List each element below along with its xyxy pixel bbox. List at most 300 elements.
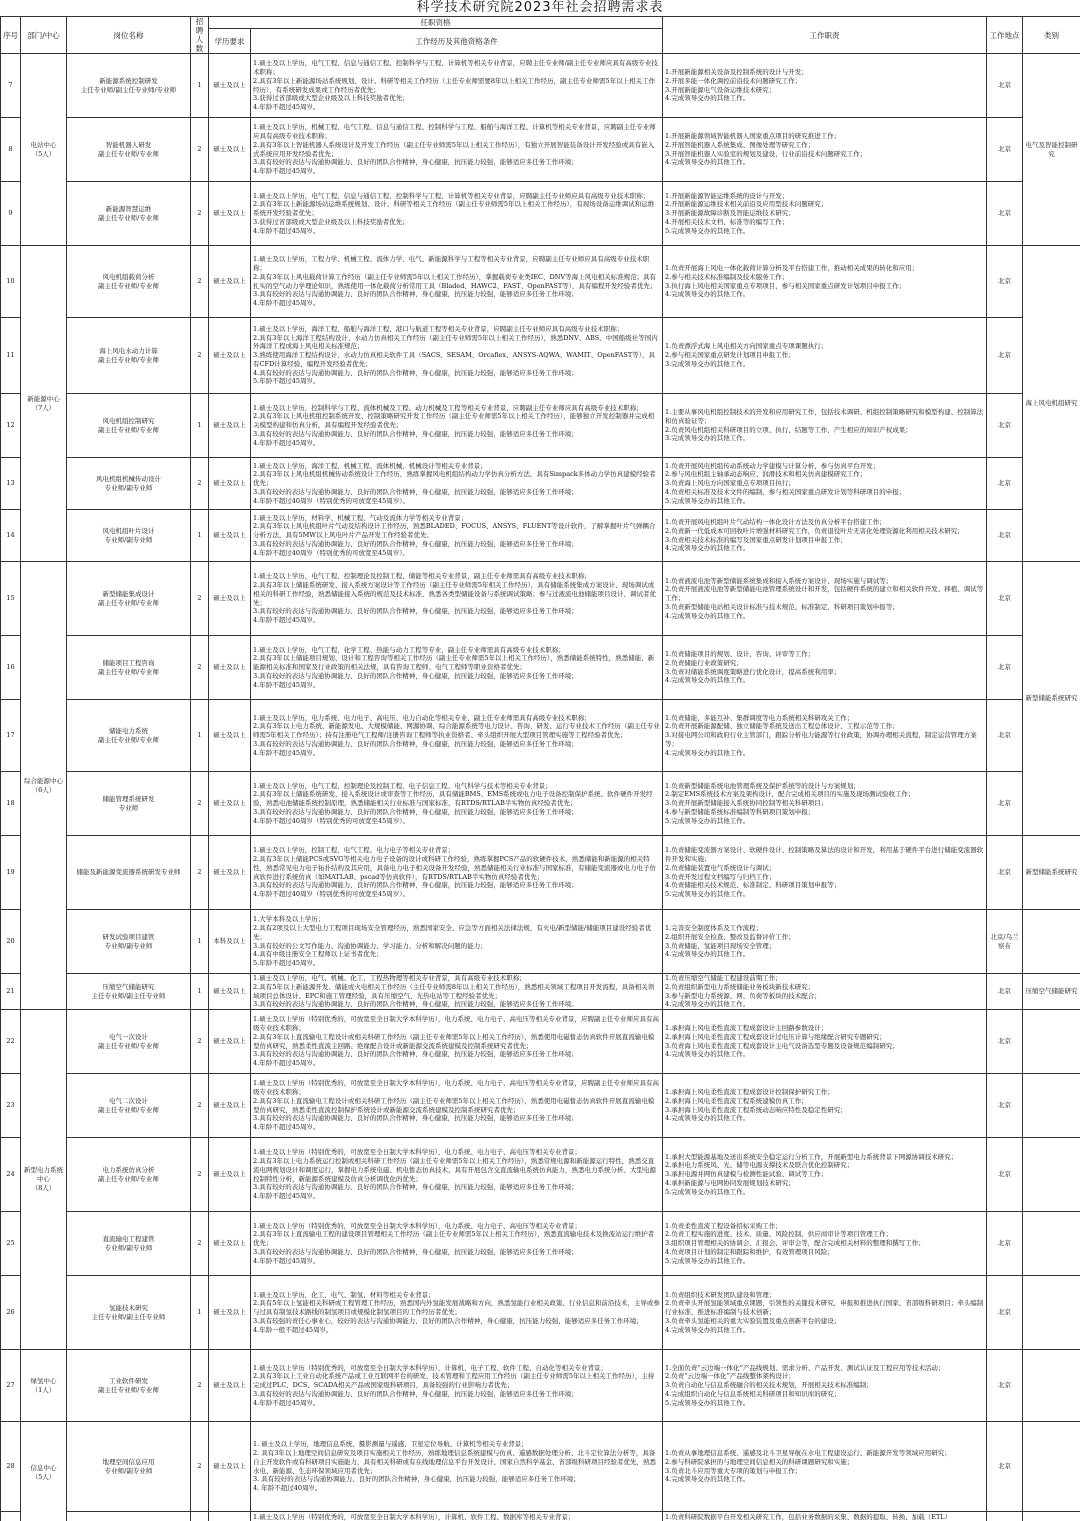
row-seq xyxy=(1,1512,21,1521)
category-cell: 压缩空气储能研究 xyxy=(1023,974,1080,1010)
job-duties xyxy=(663,458,987,510)
education-requirement: 硕士及以上 xyxy=(209,1350,251,1422)
education-requirement: 硕士及以上 xyxy=(209,458,251,510)
table-row xyxy=(1,1512,1080,1521)
duty-line: 2.负责开展液流电池等新型储能电池管理系统设计和开发，包括硬件系统的建立和相关软件开发、移植、调试等工作； xyxy=(665,585,984,603)
duty-line: 1.负责压缩空气储能工程建设前期工作； xyxy=(665,974,782,982)
work-location: 北京/乌兰察布 xyxy=(987,910,1023,974)
education-requirement: 硕士及以上 xyxy=(209,562,251,636)
work-location: 北京 xyxy=(987,1422,1023,1512)
experience-requirements xyxy=(251,54,663,118)
hire-count: 1 xyxy=(191,54,209,118)
requirement-line: 2.具有3年以上电力系统、新能源发电、大规模储能、网源协调、综合能源系统等电力设计、咨询、研发、运行专业技术工作经历（副主任专业师需5年相关工作经历）；持有注册电气工程师/注册咨询工程师等执业资格者、牵头组织开展大型项目管理实施等工程经验者优先； xyxy=(253,722,660,740)
requirement-line: 4.年龄不超过45周岁。 xyxy=(253,616,320,625)
dept-cell: 综合能源中心 （6人） xyxy=(21,562,67,1010)
requirement-line: 1.硕士及以上学历，工程力学、机械工程、流体力学、电气、新能源科学与工程等相关专业背景，应聘副主任专业师应具有高级专业技术职称； xyxy=(253,255,650,272)
dept-cell: 绿氢中心 （1人） xyxy=(21,1350,67,1422)
table-row xyxy=(1,1212,1080,1276)
requirement-line: 3.具有较好的表达与沟通协调能力、良好的团队合作精神，身心健康，抗压能力较强，能够适应多任务工作环境； xyxy=(253,1050,578,1059)
hire-count: 2 xyxy=(191,318,209,394)
work-location: 北京 xyxy=(987,394,1023,458)
category-cell xyxy=(1023,910,1080,974)
position-name: 储能及新能源变流器系统研发专业师 xyxy=(67,836,191,910)
duty-line: 3.负责牵头氢能相关的重大实验装置及重点创新平台的建设； xyxy=(665,1317,841,1326)
requirement-line: 3.具有较好的表达与沟通协调能力、良好的团队合作精神，身心健康，抗压能力较强，能够适应多任务工作环境； xyxy=(253,671,578,680)
hire-count: 2 xyxy=(191,1074,209,1138)
work-location: 北京 xyxy=(987,1010,1023,1074)
position-name: 压缩空气储能研究 主任专业师/副主任专业师 xyxy=(67,974,191,1010)
duty-line: 3.负责自动化与信息系统融合的相关技术规划，开展相关技术标准编制； xyxy=(665,1381,873,1390)
position-name: 氢能技术研究 主任专业师/副主任专业师 xyxy=(67,1276,191,1350)
category-cell: 新型储能系统研究 xyxy=(1023,562,1080,836)
hire-count: 1 xyxy=(191,1276,209,1350)
hire-count: 1 xyxy=(191,700,209,772)
duty-line: 4.负责储能相关技术规范、标准制定、科研项目策划申报等； xyxy=(665,881,841,890)
requirement-line: 1.硕士及以上学历（特别优秀的，可放宽至全日制大学本科学历），电力系统、电力电子、高电压等相关专业背景； xyxy=(253,1148,581,1157)
row-seq: 15 xyxy=(1,562,21,636)
table-row xyxy=(1,636,1080,700)
requirement-line: 2.具有3年以上直流输电工程设计或相关科研工作经历（副主任专业师需5年以上相关工作经历），熟悉使用电磁暂态仿真软件开展直流输电模型仿真研究，熟悉柔性直流控制保护系统设计或新能源交流系统建模及控制系统研究者优先； xyxy=(253,1096,655,1114)
requirement-line: 4.年龄不超过45周岁。 xyxy=(253,438,320,447)
category-cell xyxy=(1023,1422,1080,1512)
duty-line: 3.负责海上风电柔性直流工程成套设计主电气设备选型专题及设备规范编制研究； xyxy=(665,1041,899,1050)
duty-line: 2.负责储能装置电气系统设计与调试； xyxy=(665,863,776,872)
job-duties xyxy=(663,318,987,394)
category-cell xyxy=(1023,1074,1080,1138)
header-position: 岗位名称 xyxy=(67,17,191,54)
duty-line: 1.负责开展风电机组叶片气动结构一体化设计方法及仿真分析平台搭建工作； xyxy=(665,517,886,526)
position-name: 新能源系统控制研发 主任专业师/副主任专业师/专业师 xyxy=(67,54,191,118)
duty-line: 5.完成领导交办的其他工作。 xyxy=(665,816,750,825)
job-duties xyxy=(663,1138,987,1212)
position-name: 地理空间信息应用 专业师/副专业师 xyxy=(67,1422,191,1512)
experience-requirements xyxy=(251,636,663,700)
experience-requirements xyxy=(251,1010,663,1074)
hire-count: 1 xyxy=(191,974,209,1010)
duty-line: 3.负责储能、氢能项目现场安全管理； xyxy=(665,941,776,950)
duty-line: 1.负责开展风电机组传动系统动力学建模与计算分析，参与仿真平台开发； xyxy=(665,461,880,470)
experience-requirements xyxy=(251,182,663,246)
duty-line: 3.负责开展新型储能接入系统协同控制等相关科研项目； xyxy=(665,799,828,808)
duty-line: 2.承担海上风电柔性直流工程系统建模仿真工作； xyxy=(665,1096,808,1105)
job-duties xyxy=(663,182,987,246)
duty-line: 3.执行海上风电相关国家重点专项项目，参与相关国家重点研发计划项目申报工作； xyxy=(665,281,906,290)
category-cell: 海上风电机组研究 xyxy=(1023,246,1080,562)
requirement-line: 1. 硕士及以上学历，地理信息系统、摄影测量与遥感、卫星定位导航、计算机等相关专业背景； xyxy=(253,1440,528,1449)
work-location: 北京 xyxy=(987,1138,1023,1212)
requirement-line: 2.具有3年以上风电载荷计算工作经历（副主任专业师需5年以上相关工作经历），掌握载荷专业类IEC、DNV等海上风电相关标准规范；具有扎实的空气动力学理论知识，熟练使用一体化载荷分析常用工具（Bladed、HAWC2、FAST、OpenFAST等），具有编程开发经验者优先； xyxy=(253,272,657,290)
duty-line: 2.承担海上风电柔性直流工程成套设计过电压计算与绝缘配合研究专题研究； xyxy=(665,1032,886,1041)
position-name xyxy=(67,1512,191,1521)
hire-count: 2 xyxy=(191,1212,209,1276)
requirement-line: 4.年龄不超过40周岁（特别优秀的可放宽至45周岁）。 xyxy=(253,548,409,557)
table-row xyxy=(1,1350,1080,1422)
work-location: 北京 xyxy=(987,636,1023,700)
duty-line: 2.开展新能源运维技术相关前沿及应用型技术问题研究； xyxy=(665,200,828,209)
requirement-line: 4. 年龄不超过40周岁。 xyxy=(253,1484,322,1493)
requirement-line: 3.具有较强的责任心事业心，较好的表达与沟通协调能力、良好的团队合作精神，身心健康，抗压能力较强，能够适应多任务工作环境； xyxy=(253,1317,643,1326)
dept-cell: 电站中心 （5人） xyxy=(21,54,67,246)
duty-line: 1.负责储能变流器方案设计、软硬件设计、控制策略及算法的设计和开发，利用基于硬件平台进行储能变流器软件开发和实施； xyxy=(665,846,984,863)
hire-count: 2 xyxy=(191,182,209,246)
duty-line: 2.负责牵头开展氢能领域重点课题，引领性的关键技术研究，申报和推进执行国家、省部级科研项目；牵头编制行业标准，推进标准编制与技术创新； xyxy=(665,1299,984,1317)
duty-line: 3.负责新型储能电站相关设计标准与技术规范、标准制定、科研项目策划申报等； xyxy=(665,602,899,611)
education-requirement: 硕士及以上 xyxy=(209,54,251,118)
category-cell xyxy=(1023,1212,1080,1276)
table-row xyxy=(1,974,1080,1010)
hire-count: 2 xyxy=(191,1422,209,1512)
experience-requirements xyxy=(251,246,663,318)
duty-line: 1.承担大型能源基地及送出系统安全稳定运行分析工作，开展新型电力系统背景下网源协调技术研究； xyxy=(665,1152,958,1161)
duty-line: 3.完成领导交办的其他工作。 xyxy=(665,434,750,443)
job-duties xyxy=(663,910,987,974)
requirement-line: 2.具有3年以上风电机组叶片气动及结构设计工作经历，熟悉BLADED、FOCUS、ANSYS、FLUENT等设计软件，了解掌握叶片气弹耦合分析方法，具有5MW以上风电叶片产品开发工作经验者优先； xyxy=(253,522,656,540)
work-location: 北京 xyxy=(987,318,1023,394)
header-location: 工作地点 xyxy=(987,17,1023,54)
duty-line: 2.开展智能机器人系统集成、图像处理等研究工作； xyxy=(665,140,815,149)
table-row xyxy=(1,510,1080,562)
duty-line: 4.完成领导交办的其他工作。 xyxy=(665,676,750,685)
dept-cell: 新能源中心 （7人） xyxy=(21,246,67,562)
education-requirement: 硕士及以上 xyxy=(209,636,251,700)
position-name: 风电机组机械传动设计 专业师/副专业师 xyxy=(67,458,191,510)
position-name: 风电机组控制研究 副主任专业师/专业师 xyxy=(67,394,191,458)
education-requirement: 硕士及以上 xyxy=(209,182,251,246)
duty-line: 5.完成领导交办的其他工作。 xyxy=(665,496,750,505)
duty-line: 2.负责工程实施的进度、技术、质量、风险控制、供应商审计等项目管理工作； xyxy=(665,1230,893,1239)
header-experience: 工作经历及其他资格条件 xyxy=(251,29,663,54)
hire-count: 2 xyxy=(191,1010,209,1074)
duty-line: 2.参与相关国家重点研发计划项目申报工作； xyxy=(665,351,795,360)
position-name: 电力系统仿真分析 副主任专业师/专业师 xyxy=(67,1138,191,1212)
work-location xyxy=(987,1512,1023,1521)
duty-line: 4.完成领导交办的其他工作。 xyxy=(665,544,750,553)
work-location: 北京 xyxy=(987,562,1023,636)
requirement-line: 4.年龄不超过45周岁。 xyxy=(253,1123,320,1132)
requirement-line: 1.硕士及以上学历，电气工程、信息与通信工程、控制科学与工程、计算机等相关专业背景，应聘主任专业师/副主任专业师应具有高级专业技术职称； xyxy=(253,59,658,76)
work-location: 北京 xyxy=(987,1350,1023,1422)
requirement-line: 3.具有较好的表达与沟通协调能力、良好的团队合作精神，身心健康，抗压能力较强，能够适应多任务工作环境； xyxy=(253,429,578,438)
position-name: 风电机组载荷分析 副主任专业师/专业师 xyxy=(67,246,191,318)
position-name: 直流输电工程建管 专业师/副专业师 xyxy=(67,1212,191,1276)
requirement-line: 1.硕士及以上学历，控制科学与工程、流体机械及工程、动力机械及工程等相关专业背景，应聘副主任专业师应具有高级专业技术职称； xyxy=(253,403,643,412)
requirement-line: 2.具有3年以上智能机器人系统设计及开发工作经历（副主任专业师需5年以上相关工作经历），有独立开展智能装备设计开发经验或具有嵌入式系统应用开发经验者优先； xyxy=(253,140,655,158)
requirement-line: 2.具有3年以上工业自动化系统产品或工业互联网平台的研发、技术管理和工程应用工作经历（副主任专业师需5年以上相关工作经历），主持完成过PLC、DCS、SCADA相关产品或国家级科研项目，具备较强的行业影响力者优先； xyxy=(253,1372,655,1390)
duty-line: 2.参与相关技术标准编制及技术服务工作； xyxy=(665,272,789,281)
duty-line: 1.负责储能、多能互补、集群调度等电力系统相关科研攻关工作； xyxy=(665,713,854,722)
requirement-line: 4.年龄不超过45周岁。 xyxy=(253,299,320,308)
position-name: 风电机组叶片设计 专业师/副专业师 xyxy=(67,510,191,562)
row-seq: 24 xyxy=(1,1138,21,1212)
requirement-line: 1.硕士及以上学历，机械工程、电气工程、信息与通信工程、控制科学与工程、船舶与海洋工程、计算机等相关专业背景，应聘副主任专业师应具有高级专业技术职称； xyxy=(253,123,656,140)
experience-requirements xyxy=(251,836,663,910)
header-education: 学历要求 xyxy=(209,29,251,54)
education-requirement: 硕士及以上 xyxy=(209,836,251,910)
dept-cell: 新型电力系统中心 （8人） xyxy=(21,1010,67,1350)
requirement-line: 5.年龄不超过45周岁。 xyxy=(253,377,320,386)
duty-line: 3.开展智能机器人实验室的规划及建设，行业前沿技术问题研究工作； xyxy=(665,149,867,158)
hire-count xyxy=(191,1512,209,1521)
hire-count: 2 xyxy=(191,1138,209,1212)
duty-line: 2.参与风电机组主轴承动态响应、润滑技术和相关仿真建模研究工作； xyxy=(665,470,867,479)
requirement-line: 4.年龄不超过45周岁。 xyxy=(253,1398,320,1407)
experience-requirements xyxy=(251,974,663,1010)
header-duties: 工作职责 xyxy=(663,17,987,54)
requirement-line: 3.具有较好的表达与沟通协调能力、良好的团队合作精神，身心健康，抗压能力较强，能够适应多任务工作环境； xyxy=(253,807,578,816)
recruitment-table xyxy=(0,16,1080,1521)
duty-line: 2.负责新一代低成本可回收叶片增强材料研究工作，负责退役叶片无害化处理资源化利用相关技术研究； xyxy=(665,526,964,535)
education-requirement: 硕士及以上 xyxy=(209,1422,251,1512)
duty-line: 1.负责储能项目的规划、设计、咨询、评审等工作； xyxy=(665,649,815,658)
job-duties xyxy=(663,1276,987,1350)
experience-requirements xyxy=(251,910,663,974)
requirement-line: 4.年龄不超过40周岁（特别优秀的可放宽至45周岁）。 xyxy=(253,496,409,505)
requirement-line: 5.年龄不超过45周岁。 xyxy=(253,959,320,968)
education-requirement: 硕士及以上 xyxy=(209,246,251,318)
table-row xyxy=(1,118,1080,182)
position-name: 新型储能集成设计 副主任专业师/专业师 xyxy=(67,562,191,636)
education-requirement: 硕士及以上 xyxy=(209,700,251,772)
experience-requirements xyxy=(251,1512,663,1521)
category-cell: 新型储能系统研究 xyxy=(1023,836,1080,910)
row-seq: 18 xyxy=(1,772,21,836)
row-seq: 27 xyxy=(1,1350,21,1422)
work-location: 北京 xyxy=(987,974,1023,1010)
duty-line: 2.负责风电机组相关科研项目的立项、执行、结题等工作，产生相应的知识产权成果； xyxy=(665,425,912,434)
job-duties xyxy=(663,54,987,118)
requirement-line: 3.具有较好的表达与沟通协调能力、良好的团队合作精神，身心健康，抗压能力较强，能够适应多任务工作环境； xyxy=(253,1183,578,1192)
table-row xyxy=(1,394,1080,458)
requirement-line: 3.具有较好的表达与沟通协调能力、良好的团队合作精神，身心健康，抗压能力较强，能够适应多任务工作环境。 xyxy=(253,1000,578,1009)
experience-requirements xyxy=(251,1212,663,1276)
duty-line: 1.负责漂浮式海上风电相关方向国家重点专项课题执行； xyxy=(665,342,828,351)
hire-count: 1 xyxy=(191,510,209,562)
row-seq: 17 xyxy=(1,700,21,772)
position-name: 储能电力系统 副主任专业师/专业师 xyxy=(67,700,191,772)
duty-line: 4.完成领导交办的其他工作。 xyxy=(665,1114,750,1123)
duty-line: 1.完善安全制度体系及工作流程； xyxy=(665,923,763,932)
requirement-line: 4.年龄不超过45周岁。 xyxy=(253,103,320,112)
experience-requirements xyxy=(251,1422,663,1512)
requirement-line: 1.硕士及以上学历，电气工程、信息与通信工程、控制科学与工程、计算机等相关专业背景，应聘副主任专业师应具有高级专业技术职称； xyxy=(253,191,650,200)
duty-line: 1.主要从事风电机组控制技术的开发和应用研究工作，包括技术调研、机组控制策略研究和模型构建、控制算法和仿真验证等； xyxy=(665,407,984,425)
duty-line: 5.完成领导交办的其他工作。 xyxy=(665,226,750,235)
duty-line: 4.开展相关技术文档、标准等的编写工作； xyxy=(665,217,789,226)
table-row xyxy=(1,1276,1080,1350)
requirement-line: 2.具有3年以上电力系统运行控制或相关科研工作经历（副主任专业师需5年以上相关工作经历），熟悉常规电源和新能源运行特性，熟悉交直流电网规划设计和调度运行，掌握电力系统电磁、机电暂态仿真技术，具有开展包含交直流输电系统仿真能力，熟悉电力系统分析、大型电源控制特性分析，新能源系统建模及仿真分析调优化的优先； xyxy=(253,1157,656,1183)
requirement-line: 2.具有3年以上新能源场站运维系统规划、设计、科研等相关工作经历（副主任专业师需5年以上相关工作经历），有现场设备运维调试和运维系统开发经验者优先； xyxy=(253,200,655,218)
table-row xyxy=(1,318,1080,394)
hire-count: 2 xyxy=(191,636,209,700)
duty-line: 2.开展多能一体化调控前沿技术问题研究工作； xyxy=(665,76,802,85)
position-name: 海上风电水动力计算 副主任专业师/专业师 xyxy=(67,318,191,394)
dept-cell: 信息中心 （5人） xyxy=(21,1422,67,1521)
row-seq: 11 xyxy=(1,318,21,394)
table-row xyxy=(1,910,1080,974)
duty-line: 5.完成领导交办的其他工作。 xyxy=(665,1398,750,1407)
requirement-line: 1.硕士及以上学历，控制工程、电气工程、电力电子等相关专业背景； xyxy=(253,846,455,855)
category-cell: 电气及智能控制研究 xyxy=(1023,54,1080,246)
hire-count: 2 xyxy=(191,246,209,318)
duty-line: 1.负责柔性直流工程设备招标采购工作； xyxy=(665,1221,782,1230)
requirement-line: 2. 具有3年以上地理空间信息研究及项目实施相关工作经历，熟练地理信息系统建模与仿真、遥感数据处理分析、北斗定位算法分析等，具备自主开发软件或有科研项目实施能力，具有相关科研或有在线地理信息平台开发设计、国家自然科学基金、省部级科研项目经验者优先，熟悉水电、新能源、生态环保领域应用者优先； xyxy=(253,1449,656,1475)
requirement-line: 1.硕士及以上学历，材料学、机械工程、气动及流体力学等相关专业背景； xyxy=(253,513,468,522)
duty-line: 4.完成组织自动化与信息系统相关科研项目和知识库的研究； xyxy=(665,1390,841,1399)
experience-requirements xyxy=(251,562,663,636)
position-name: 储能项目工程咨询 副主任专业师/专业师 xyxy=(67,636,191,700)
duty-line: 4.完成领导交办的其他工作。 xyxy=(665,1475,750,1484)
experience-requirements xyxy=(251,1276,663,1350)
requirement-line: 2.具有3年以上新能源场站系统规划、设计、科研等相关工作经历（主任专业师需要8年以上相关工作经历，副主任专业师需5年以上相关工作经历），有系统研发成果或工作经历者优先； xyxy=(253,76,656,94)
job-duties xyxy=(663,1422,987,1512)
education-requirement: 硕士及以上 xyxy=(209,1276,251,1350)
duty-line: 2.负责储能行业政策研究； xyxy=(665,658,743,667)
duty-line: 4.负责相关标准及技术文件的编制，参与相关国家重点研发计划等科研项目的申报； xyxy=(665,487,906,496)
work-location: 北京 xyxy=(987,836,1023,910)
education-requirement: 硕士及以上 xyxy=(209,1074,251,1138)
duty-line: 3.承担电源并网仿真建模与检测性能试验、调试等工作； xyxy=(665,1170,828,1179)
category-cell xyxy=(1023,1512,1080,1521)
requirement-line: 1.硕士及以上学历，电气工程、化学工程、热能与动力工程等专业，副主任专业师需具有高级专业技术职称； xyxy=(253,645,565,654)
requirement-line: 4.年龄不超过45周岁。 xyxy=(253,680,320,689)
duty-line: 3.负责北斗应用等重大专项的策划与申报工作； xyxy=(665,1466,802,1475)
requirement-line: 3. 具有较好的表达与沟通协调能力、良好的团队合作精神，身心健康，抗压能力较强，能够适应多任务工作环境； xyxy=(253,1475,580,1484)
requirement-line: 2.具有3年以上储能系统研发、接入系统设计或审查等工作经历，具有储能BMS、EMS系统或电力电子设备控制保护系统、软件硬件开发经验，熟悉电池储能系统控制原理，熟悉储能相关行业标准与国家标准，有RTDS/RTLAB半实物仿真经验者优先； xyxy=(253,790,653,808)
row-seq: 22 xyxy=(1,1010,21,1074)
requirement-line: 3.具有较好的表达与沟通协调能力、良好的团队合作精神，身心健康，抗压能力较强，能够适应多任务工作环境； xyxy=(253,607,578,616)
row-seq: 14 xyxy=(1,510,21,562)
table-row xyxy=(1,562,1080,636)
experience-requirements xyxy=(251,394,663,458)
requirement-line: 4.年龄不超过45周岁。 xyxy=(253,226,320,235)
position-name: 研发试验项目建管 专业师/副专业师 xyxy=(67,910,191,974)
requirement-line: 3.熟练使用海洋工程结构设计、水动力仿真相关软件工具（SACS、SESAM、Orcaflex、ANSYS-AQWA、WAMIT、OpenFAST等），具有CFD计算经验、编程开发经验者优先； xyxy=(253,351,655,368)
education-requirement: 硕士及以上 xyxy=(209,974,251,1010)
requirement-line: 1.硕士及以上学历（特别优秀的，可放宽至全日制大学本科学历），电力系统、电力电子、高电压等相关专业背景； xyxy=(253,1221,581,1230)
duty-line: 3.完成领导交办的其他工作。 xyxy=(665,359,750,368)
table-row xyxy=(1,1010,1080,1074)
duty-line: 1.承担海上风电柔性直流工程成套设计控制保护研究工作； xyxy=(665,1088,834,1097)
education-requirement: 硕士及以上 xyxy=(209,1212,251,1276)
requirement-line: 3.具有较好的表达与沟通协调能力、良好的团队合作精神，身心健康，抗压能力较强，能够适应多任务工作环境； xyxy=(253,1248,578,1257)
education-requirement: 硕士及以上 xyxy=(209,118,251,182)
duty-line: 4.完成领导交办的其他工作。 xyxy=(665,1325,750,1334)
requirement-line: 1.硕士及以上学历，电气工程、控制理论及控制工程、储能等相关专业背景，副主任专业师需具有高级专业技术职称； xyxy=(253,572,591,581)
duty-line: 3.对接电网公司和政府行业主管部门，跟踪分析电力能源等行业政策，协调办理相关流程，制定运营管理方案等； xyxy=(665,731,977,748)
education-requirement: 硕士及以上 xyxy=(209,318,251,394)
requirement-line: 4.年龄不超过45周岁。 xyxy=(253,1059,320,1068)
duty-line: 3.负责相关技术标准的编写及国家重点研发计划项目申报工作； xyxy=(665,535,847,544)
requirement-line: 3.具有较好的表达与沟通协调能力、良好的团队合作精神，身心健康，抗压能力较强，能够适应多任务工作环境； xyxy=(253,1390,578,1399)
experience-requirements xyxy=(251,700,663,772)
work-location: 北京 xyxy=(987,246,1023,318)
duty-line: 4.完成领导交办的其他工作。 xyxy=(665,1000,750,1009)
requirement-line: 3.具有较好的表达与沟通协调能力、良好的团队合作精神，身心健康，抗压能力较强，能够适应多任务工作环境； xyxy=(253,739,578,748)
duty-line: 1.开展新能源领域智能机器人国家重点项目的研究推进工作； xyxy=(665,131,841,140)
requirement-line: 2.具有3年以上风电机组机械传动系统设计工作经历，熟练掌握风电机组结构动力学仿真分析方法，具有Simpack多体动力学仿真建模经验者优先； xyxy=(253,470,656,488)
hire-count: 2 xyxy=(191,118,209,182)
requirement-line: 3.具有较好的表达与沟通协调能力、良好的团队合作精神，身心健康，抗压能力较强，能够适应多任务工作环境； xyxy=(253,487,578,496)
work-location: 北京 xyxy=(987,1276,1023,1350)
position-name: 储能管理系统研发 专业师 xyxy=(67,772,191,836)
row-seq: 9 xyxy=(1,182,21,246)
header-qualification: 任职资格 xyxy=(209,17,663,29)
work-location: 北京 xyxy=(987,510,1023,562)
job-duties xyxy=(663,974,987,1010)
row-seq: 8 xyxy=(1,118,21,182)
experience-requirements xyxy=(251,1074,663,1138)
education-requirement: 本科及以上 xyxy=(209,910,251,974)
experience-requirements xyxy=(251,318,663,394)
duty-line: 1.开展新能源智能运维系统的设计与开发； xyxy=(665,191,789,200)
hire-count: 2 xyxy=(191,562,209,636)
requirement-line: 4.年龄一般不超过45周岁。 xyxy=(253,1325,333,1334)
requirement-line: 2.具有3年以上直流输电工程设计或相关科研工作经历（副主任专业师需5年以上相关工作经历），熟悉使用电磁暂态仿真软件开展直流输电模型仿真研究，熟悉柔性直流主回路、绝缘配合设计或新能源交流系统建模及控制系统研究者优先； xyxy=(253,1032,655,1050)
work-location: 北京 xyxy=(987,772,1023,836)
duty-line: 2.组织开展安全检查、整改及监督评价工作； xyxy=(665,932,795,941)
job-duties xyxy=(663,1212,987,1276)
category-cell xyxy=(1023,1276,1080,1350)
requirement-line: 3.具有较好的表达与沟通协调能力、良好的团队合作精神，身心健康，抗压能力较强，能够适应多任务工作环境； xyxy=(253,1114,578,1123)
requirement-line: 4.年龄不超过45周岁。 xyxy=(253,1256,320,1265)
hire-count: 2 xyxy=(191,772,209,836)
requirement-line: 2.具有3年以上储能PCS或SVG等相关电力电子设备的设计或科研工作经验，熟练掌握PCS产品的软硬件技术，熟悉储能和新能源的相关特性，熟悉常见电力电子拓扑结构及其应用，具备电力电子相关设备开发经验，熟悉储能相关行业标准与国家标准，有储能变流器或电力电子仿真软件进行系统仿真（如MATLAB、pscad等仿真软件），有RTDS/RTLAB半实物仿真经验者优先； xyxy=(253,854,656,881)
duty-line: 1.全面负责“云边端一体化”产品线规划、需求分析、产品开发、测试认证及工程应用等技术活动； xyxy=(665,1363,945,1372)
requirement-line: 2.具有3年以上储能项目规划、设计和工程咨询等相关工作经历（副主任专业师需5年以上相关工作经历），熟悉储能系统特性，熟悉储能、新能源相关标准和国家及行业政策的相关法规，具有咨询工程师、电气工程师等职业资格者优先； xyxy=(253,654,655,672)
requirement-line: 4.具有较好的表达与沟通协调能力、良好的团队合作精神，身心健康，抗压能力较强，能够适应多任务工作环境； xyxy=(253,368,578,377)
education-requirement: 硕士及以上 xyxy=(209,1138,251,1212)
duty-line: 4.完成领导交办的其他工作。 xyxy=(665,290,750,299)
position-name: 工业软件研发 副主任专业师/专业师 xyxy=(67,1350,191,1422)
header-count: 招聘人数 xyxy=(191,17,209,54)
requirement-line: 1.硕士及以上学历，电气工程、控制理论及控制工程、电子信息工程、电气科学与技术等相关专业背景； xyxy=(253,781,552,790)
requirement-line: 4.具有中级注册安全工程师以上证书者优先； xyxy=(253,950,383,959)
job-duties xyxy=(663,1074,987,1138)
requirement-line: 1.硕士及以上学历，电力系统、电力电子、高电压、电力自动化等相关专业，副主任专业师需具有高级专业技术职称； xyxy=(253,713,591,722)
category-cell xyxy=(1023,1010,1080,1074)
requirement-line: 2.具有3年以上风电机组控制系统开发、控制策略研究开发工作经历（副主任专业师需5年以上相关工作经历），能够独立开发控制器并完成相关模型构建和仿真分析，具有编程开发经验者优先； xyxy=(253,412,655,430)
requirement-line: 3.获得过省部级或大型企业级及以上科技奖励者优先； xyxy=(253,94,409,103)
experience-requirements xyxy=(251,510,663,562)
duty-line: 2.负责开展新能源配储、独立储能等系统及送出工程总体设计、工程示范等工作； xyxy=(665,722,899,731)
duty-line: 1.负责组织技术研发团队建设和管理； xyxy=(665,1290,776,1299)
duty-line: 4.承担新能源与电网协同发展规划技术研究； xyxy=(665,1179,795,1188)
requirement-line: 4.年龄不超过45周岁。 xyxy=(253,167,320,176)
row-seq: 21 xyxy=(1,974,21,1010)
row-seq: 26 xyxy=(1,1276,21,1350)
row-seq: 13 xyxy=(1,458,21,510)
row-seq: 28 xyxy=(1,1422,21,1512)
row-seq: 7 xyxy=(1,54,21,118)
duty-line: 5.完成领导交办的其他工作。 xyxy=(665,1256,750,1265)
duty-line: 2.负责“云边端一体化”产品线整体架构设计； xyxy=(665,1372,795,1381)
requirement-line: 1.硕士及以上学历，海洋工程、船舶与海洋工程、港口与航道工程等相关专业背景，应聘副主任专业师应具有高级专业技术职称； xyxy=(253,324,624,333)
table-row xyxy=(1,836,1080,910)
duty-line: 1.负责科研院数据平台开发相关研究工作，包括业务数据的采集、数据的提取、转换、加载（ETL） xyxy=(665,1513,952,1521)
job-duties xyxy=(663,1010,987,1074)
education-requirement: 硕士及以上 xyxy=(209,394,251,458)
header-seq: 序号 xyxy=(1,17,21,54)
category-cell xyxy=(1023,1350,1080,1422)
duty-line: 3.承担海上风电柔性直流工程系统动态响应特性及稳定性研究； xyxy=(665,1105,847,1114)
work-location: 北京 xyxy=(987,182,1023,246)
job-duties xyxy=(663,1350,987,1422)
duty-line: 1.负责开展海上风电一体化载荷计算分析及平台搭建工作，推动相关成果的转化和应用； xyxy=(665,263,919,272)
job-duties xyxy=(663,700,987,772)
requirement-line: 4.年龄不超过45周岁。 xyxy=(253,748,320,757)
requirement-line: 1.大学本科及以上学历； xyxy=(253,915,325,924)
position-name: 智能机器人研发 副主任专业师/专业师 xyxy=(67,118,191,182)
